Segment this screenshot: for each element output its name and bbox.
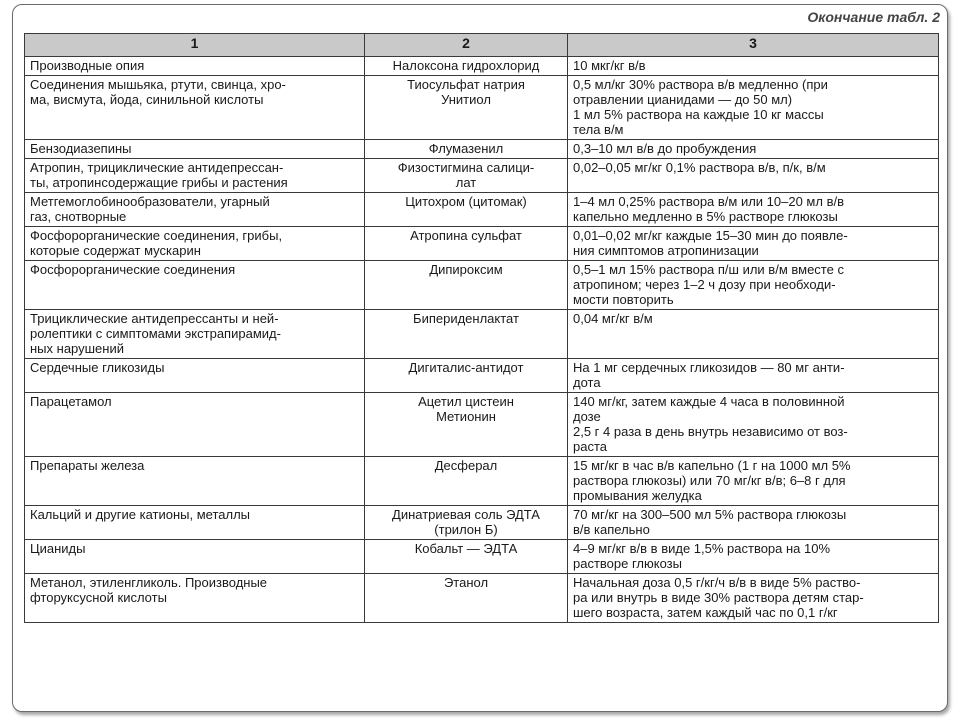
table-caption: Окончание табл. 2	[807, 9, 940, 25]
poison-cell	[25, 227, 365, 261]
antidote-cell	[365, 310, 568, 359]
dose-cell	[568, 506, 939, 540]
antidote-cell	[365, 193, 568, 227]
poison-cell-line: фторуксусной кислоты	[30, 590, 167, 605]
poison-cell	[25, 140, 365, 159]
dose-cell-line: тела в/м	[573, 122, 624, 137]
dose-cell	[568, 140, 939, 159]
dose-cell-line: ра или внутрь в виде 30% раствора детям стар-	[573, 590, 864, 605]
dose-cell-line: 1–4 мл 0,25% раствора в/м или 10–20 мл в/в	[573, 194, 844, 209]
antidote-cell	[365, 227, 568, 261]
poison-cell	[25, 261, 365, 310]
antidote-cell-line: Динатриевая соль ЭДТА	[392, 507, 540, 522]
dose-cell	[568, 457, 939, 506]
poison-cell	[25, 159, 365, 193]
antidote-cell-line: Тиосульфат натрия	[407, 77, 525, 92]
poison-cell-line: Фосфорорганические соединения, грибы,	[30, 228, 283, 243]
header-row	[25, 34, 939, 57]
antidote-cell-line: Дипироксим	[429, 262, 503, 277]
poison-cell-line: ных нарушений	[30, 341, 124, 356]
column-header-2: 2	[365, 34, 568, 57]
table-row	[25, 57, 939, 76]
dose-cell-line: Начальная доза 0,5 г/кг/ч в/в в виде 5% раство-	[573, 575, 861, 590]
dose-cell-line: 0,01–0,02 мг/кг каждые 15–30 мин до появле-	[573, 228, 848, 243]
dose-cell	[568, 193, 939, 227]
dose-cell-line: 1 мл 5% раствора на каждые 10 кг массы	[573, 107, 824, 122]
antidote-cell-line: Дигиталис-антидот	[408, 360, 524, 375]
dose-cell-line: 0,02–0,05 мг/кг 0,1% раствора в/в, п/к, в/м	[573, 160, 826, 175]
table-row	[25, 506, 939, 540]
antidote-table	[24, 33, 939, 623]
poison-cell-line: Трициклические антидепрессанты и ней-	[30, 311, 279, 326]
antidote-cell	[365, 506, 568, 540]
dose-cell-line: 0,3–10 мл в/в до пробуждения	[573, 141, 757, 156]
dose-cell-line: 15 мг/кг в час в/в капельно (1 г на 1000 мл 5%	[573, 458, 851, 473]
table-row	[25, 261, 939, 310]
dose-cell-line: 4–9 мг/кг в/в в виде 1,5% раствора на 10%	[573, 541, 831, 556]
poison-cell-line: Бензодиазепины	[30, 141, 132, 156]
column-header-3: 3	[568, 34, 939, 57]
poison-cell	[25, 540, 365, 574]
table-row	[25, 159, 939, 193]
dose-cell-line: 2,5 г 4 раза в день внутрь независимо от воз-	[573, 424, 848, 439]
antidote-cell-line: Этанол	[443, 575, 489, 590]
table-row	[25, 193, 939, 227]
table-row	[25, 310, 939, 359]
antidote-cell-line: Физостигмина салици-	[397, 160, 535, 175]
antidote-cell-line: Бипериденлактат	[413, 311, 519, 326]
antidote-cell	[365, 457, 568, 506]
poison-cell-line: Препараты железа	[30, 458, 145, 473]
poison-cell-line: Сердечные гликозиды	[30, 360, 165, 375]
table-row	[25, 359, 939, 393]
poison-cell-line: Производные опия	[30, 58, 145, 73]
poison-cell-line: Соединения мышьяка, ртути, свинца, хро-	[30, 77, 286, 92]
dose-cell	[568, 76, 939, 140]
dose-cell	[568, 574, 939, 623]
dose-cell	[568, 359, 939, 393]
dose-cell-line: растворе глюкозы	[573, 556, 682, 571]
dose-cell-line: 70 мг/кг на 300–500 мл 5% раствора глюкозы	[573, 507, 847, 522]
antidote-cell	[365, 140, 568, 159]
poison-cell	[25, 359, 365, 393]
table-row	[25, 393, 939, 457]
dose-cell-line: На 1 мг сердечных гликозидов — 80 мг анти-	[573, 360, 845, 375]
poison-cell-line: Цианиды	[30, 541, 86, 556]
dose-cell-line: 140 мг/кг, затем каждые 4 часа в половинной	[573, 394, 845, 409]
antidote-cell-line: Кобальт — ЭДТА	[414, 541, 518, 556]
dose-cell-line: промывания желудка	[573, 488, 702, 503]
dose-cell-line: ния симптомов атропинизации	[573, 243, 759, 258]
poison-cell	[25, 57, 365, 76]
table-row	[25, 540, 939, 574]
antidote-cell	[365, 393, 568, 457]
dose-cell	[568, 310, 939, 359]
poison-cell-line: Кальций и другие катионы, металлы	[30, 507, 251, 522]
antidote-cell-line: Унитиол	[441, 92, 491, 107]
poison-cell	[25, 76, 365, 140]
poison-cell-line: которые содержат мускарин	[30, 243, 201, 258]
antidote-cell-line: Атропина сульфат	[410, 228, 522, 243]
poison-cell-line: ролептики с симптомами экстрапирамид-	[30, 326, 281, 341]
antidote-cell-line: Налоксона гидрохлорид	[392, 58, 540, 73]
table-body	[25, 57, 939, 623]
table-row	[25, 76, 939, 140]
antidote-cell-line: Флумазенил	[428, 141, 504, 156]
poison-cell	[25, 193, 365, 227]
dose-cell-line: 0,04 мг/кг в/м	[573, 311, 653, 326]
table-row	[25, 227, 939, 261]
poison-cell-line: Метанол, этиленгликоль. Производные	[30, 575, 268, 590]
dose-cell-line: 10 мкг/кг в/в	[573, 58, 646, 73]
poison-cell-line: Фосфорорганические соединения	[30, 262, 236, 277]
poison-cell	[25, 574, 365, 623]
dose-cell	[568, 261, 939, 310]
dose-cell-line: мости повторить	[573, 292, 674, 307]
poison-cell-line: газ, снотворные	[30, 209, 127, 224]
antidote-cell	[365, 76, 568, 140]
dose-cell-line: раствора глюкозы) или 70 мг/кг в/в; 6–8 г для	[573, 473, 846, 488]
dose-cell-line: атропином; через 1–2 ч дозу при необходи-	[573, 277, 836, 292]
dose-cell	[568, 227, 939, 261]
dose-cell-line: отравлении цианидами — до 50 мл)	[573, 92, 793, 107]
poison-cell	[25, 457, 365, 506]
antidote-cell-line: Десферал	[434, 458, 498, 473]
poison-cell	[25, 310, 365, 359]
table-row	[25, 574, 939, 623]
antidote-cell-line: Ацетил цистеин	[418, 394, 514, 409]
dose-cell-line: шего возраста, затем каждый час по 0,1 г/кг	[573, 605, 838, 620]
poison-cell	[25, 393, 365, 457]
antidote-cell-line: Цитохром (цитомак)	[405, 194, 527, 209]
dose-cell	[568, 393, 939, 457]
antidote-cell-line: лат	[455, 175, 477, 190]
antidote-cell	[365, 261, 568, 310]
dose-cell-line: капельно медленно в 5% растворе глюкозы	[573, 209, 838, 224]
dose-cell-line: раста	[573, 439, 607, 454]
poison-cell-line: ты, атропинсодержащие грибы и растения	[30, 175, 288, 190]
poison-cell-line: Метгемоглобинообразователи, угарный	[30, 194, 270, 209]
poison-cell-line: Атропин, трициклические антидепрессан-	[30, 160, 284, 175]
antidote-cell	[365, 574, 568, 623]
dose-cell-line: в/в капельно	[573, 522, 650, 537]
dose-cell-line: 0,5 мл/кг 30% раствора в/в медленно (при	[573, 77, 828, 92]
dose-cell-line: дота	[573, 375, 601, 390]
antidote-cell	[365, 359, 568, 393]
poison-cell-line: Парацетамол	[30, 394, 112, 409]
antidote-cell-line: (трилон Б)	[434, 522, 498, 537]
dose-cell-line: дозе	[573, 409, 601, 424]
antidote-cell	[365, 159, 568, 193]
dose-cell	[568, 159, 939, 193]
dose-cell	[568, 57, 939, 76]
antidote-cell	[365, 540, 568, 574]
table-row	[25, 140, 939, 159]
poison-cell	[25, 506, 365, 540]
dose-cell	[568, 540, 939, 574]
poison-cell-line: ма, висмута, йода, синильной кислоты	[30, 92, 264, 107]
table-row	[25, 457, 939, 506]
antidote-cell	[365, 57, 568, 76]
column-header-1: 1	[25, 34, 365, 57]
dose-cell-line: 0,5–1 мл 15% раствора п/ш или в/м вместе с	[573, 262, 844, 277]
antidote-cell-line: Метионин	[436, 409, 496, 424]
